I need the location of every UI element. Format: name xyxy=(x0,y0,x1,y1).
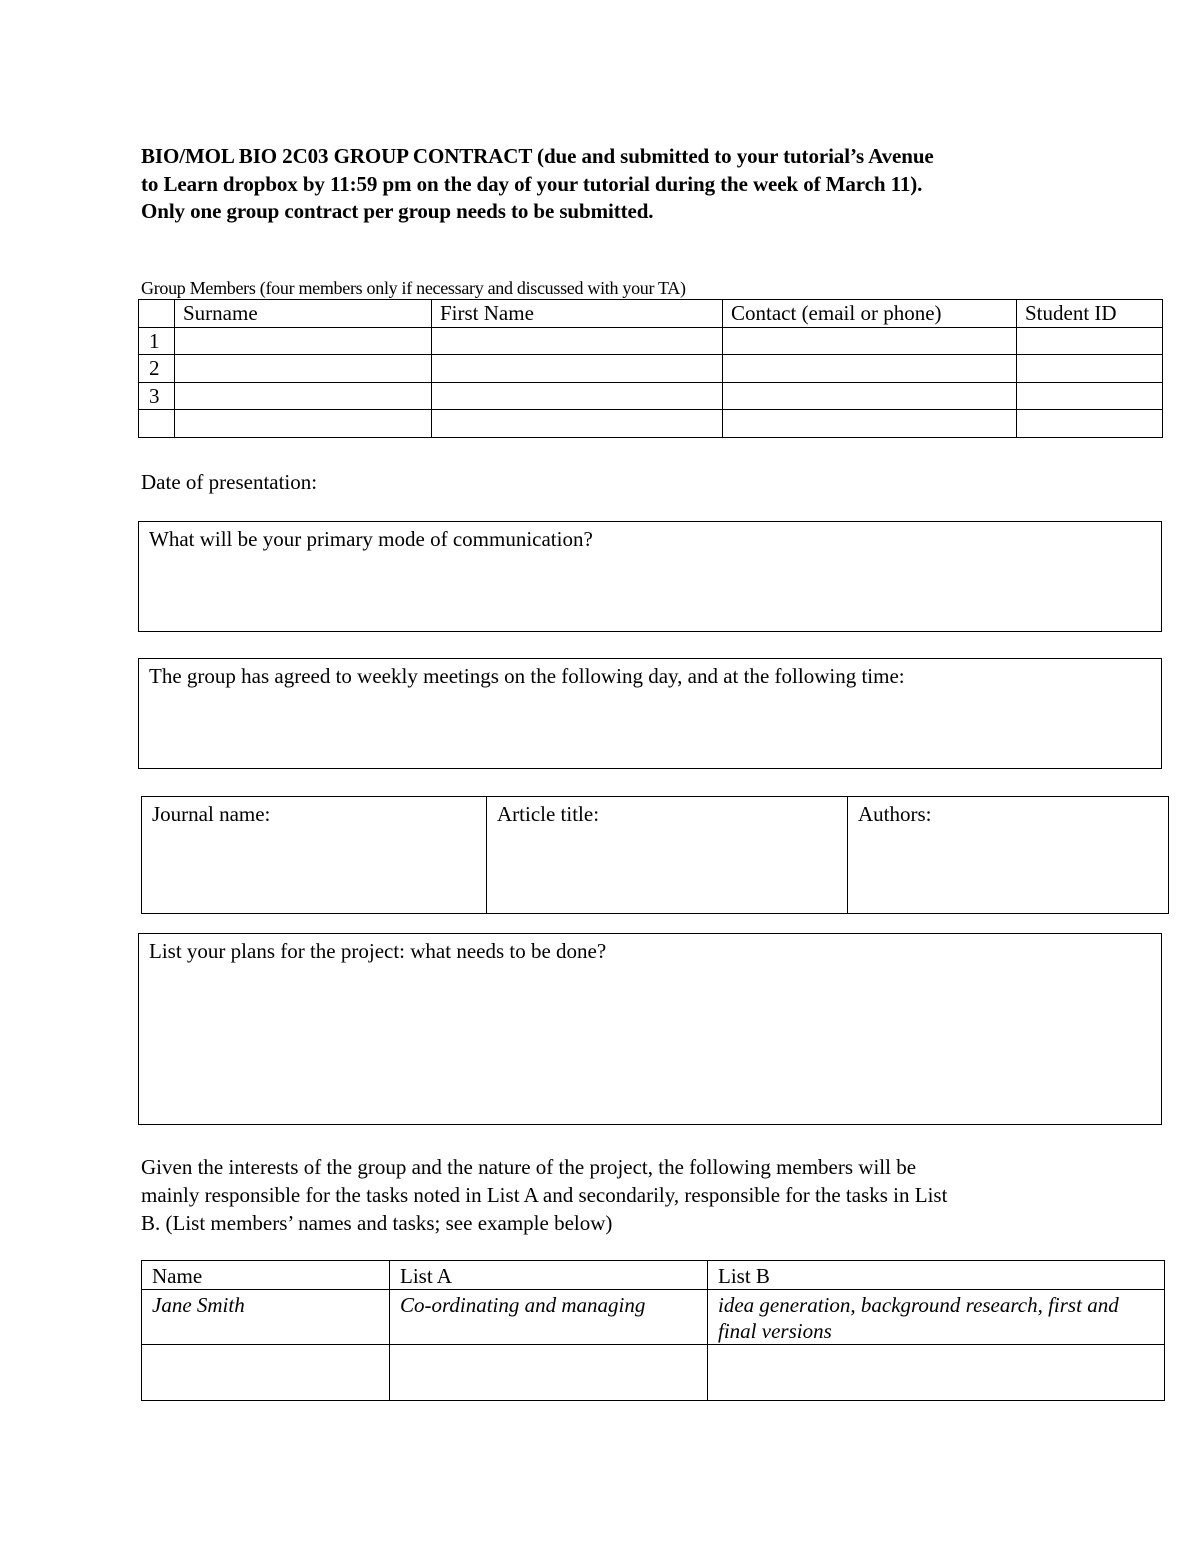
journal-name-cell[interactable] xyxy=(142,797,487,914)
authors-label: Authors: xyxy=(858,802,932,826)
member-num: 3 xyxy=(139,382,175,410)
contract-heading xyxy=(141,143,1081,226)
member-surname-cell[interactable] xyxy=(175,355,432,383)
member-first-name-cell[interactable] xyxy=(432,327,723,355)
member-surname-cell[interactable] xyxy=(175,382,432,410)
members-header-student-id: Student ID xyxy=(1017,300,1163,328)
member-surname-cell[interactable] xyxy=(175,327,432,355)
journal-name-label: Journal name: xyxy=(152,802,271,826)
plans-box[interactable] xyxy=(138,933,1162,1125)
list-a-cell[interactable] xyxy=(390,1345,708,1401)
article-table xyxy=(141,796,1169,914)
header-name: Name xyxy=(142,1261,390,1290)
authors-cell[interactable] xyxy=(848,797,1169,914)
member-student-id-cell[interactable] xyxy=(1017,410,1163,438)
member-student-id-cell[interactable] xyxy=(1017,327,1163,355)
example-name: Jane Smith xyxy=(142,1290,390,1345)
table-row xyxy=(139,410,1163,438)
responsibility-line-2: mainly responsible for the tasks noted in List A and secondarily, responsible for the tasks in List xyxy=(141,1183,948,1207)
table-row xyxy=(139,355,1163,383)
article-title-cell[interactable] xyxy=(487,797,848,914)
list-b-cell[interactable] xyxy=(708,1345,1165,1401)
member-num: 2 xyxy=(139,355,175,383)
responsibility-table xyxy=(141,1260,1165,1401)
name-cell[interactable] xyxy=(142,1345,390,1401)
member-student-id-cell[interactable] xyxy=(1017,382,1163,410)
header-list-b: List B xyxy=(708,1261,1165,1290)
member-num xyxy=(139,410,175,438)
members-header-num xyxy=(139,300,175,328)
table-row xyxy=(139,382,1163,410)
date-of-presentation-label: Date of presentation: xyxy=(141,470,318,494)
member-num: 1 xyxy=(139,327,175,355)
responsibility-line-3: B. (List members’ names and tasks; see example below) xyxy=(141,1211,613,1235)
plans-prompt: List your plans for the project: what needs to be done? xyxy=(149,939,607,963)
responsibility-paragraph xyxy=(141,1153,1061,1237)
heading-line-1: BIO/MOL BIO 2C03 GROUP CONTRACT (due and submitted to your tutorial’s Avenue xyxy=(141,144,934,168)
member-contact-cell[interactable] xyxy=(723,355,1017,383)
members-table xyxy=(138,299,1163,438)
member-contact-cell[interactable] xyxy=(723,382,1017,410)
members-caption: Group Members (four members only if necessary and discussed with your TA) xyxy=(141,278,686,298)
members-header-row xyxy=(139,300,1163,328)
members-header-contact: Contact (email or phone) xyxy=(723,300,1017,328)
heading-line-3: Only one group contract per group needs to be submitted. xyxy=(141,199,654,223)
example-list-a: Co-ordinating and managing xyxy=(390,1290,708,1345)
table-row xyxy=(139,327,1163,355)
member-first-name-cell[interactable] xyxy=(432,382,723,410)
members-header-first-name: First Name xyxy=(432,300,723,328)
table-row xyxy=(142,797,1169,914)
member-first-name-cell[interactable] xyxy=(432,410,723,438)
article-title-label: Article title: xyxy=(497,802,600,826)
communication-prompt: What will be your primary mode of communication? xyxy=(149,527,593,551)
heading-line-2: to Learn dropbox by 11:59 pm on the day of your tutorial during the week of March 11). xyxy=(141,171,923,196)
member-contact-cell[interactable] xyxy=(723,327,1017,355)
header-list-a: List A xyxy=(390,1261,708,1290)
meetings-box[interactable] xyxy=(138,658,1162,769)
example-list-b: idea generation, background research, first and final versions xyxy=(708,1290,1165,1345)
member-contact-cell[interactable] xyxy=(723,410,1017,438)
responsibility-header-row xyxy=(142,1261,1165,1290)
members-header-surname: Surname xyxy=(175,300,432,328)
member-surname-cell[interactable] xyxy=(175,410,432,438)
member-first-name-cell[interactable] xyxy=(432,355,723,383)
table-row xyxy=(142,1345,1165,1401)
member-student-id-cell[interactable] xyxy=(1017,355,1163,383)
communication-box[interactable] xyxy=(138,521,1162,632)
meetings-prompt: The group has agreed to weekly meetings on the following day, and at the following time: xyxy=(149,664,905,688)
responsibility-line-1: Given the interests of the group and the nature of the project, the following members will be xyxy=(141,1155,917,1179)
table-row xyxy=(142,1290,1165,1345)
